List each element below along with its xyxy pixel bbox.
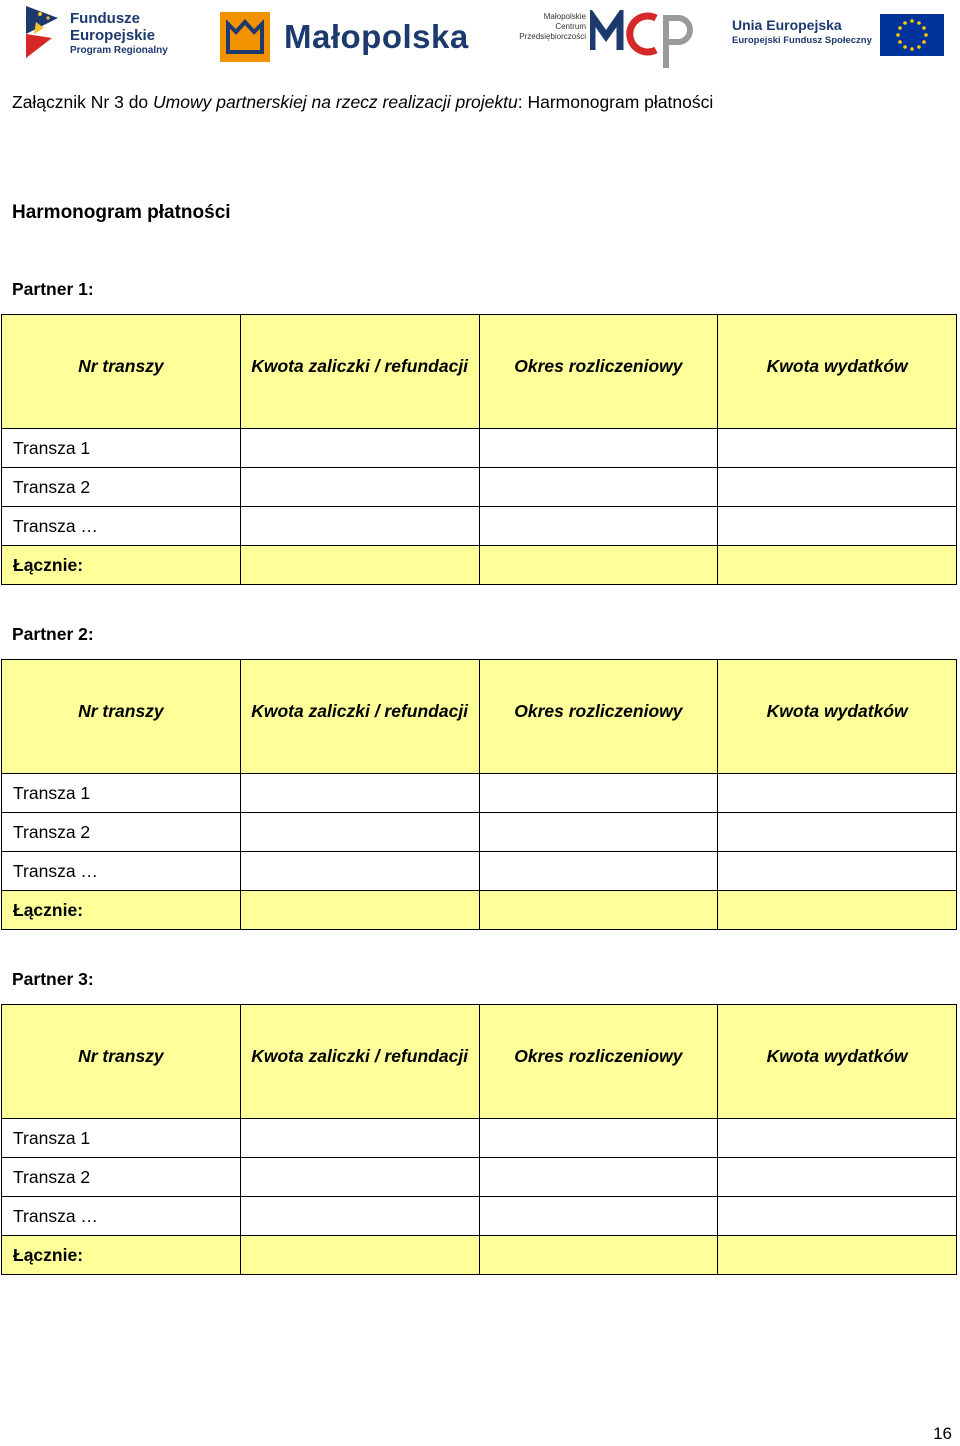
table-total-row [2, 891, 957, 930]
partner-3-label: Partner 3: [12, 969, 94, 989]
cell-okres[interactable] [479, 507, 718, 546]
cell-okres-total[interactable] [479, 891, 718, 930]
fe-line1: Fundusze [70, 10, 140, 27]
col-header-okres: Okres rozliczeniowy [479, 1005, 718, 1119]
cell-okres[interactable] [479, 774, 718, 813]
cell-okres[interactable] [479, 1158, 718, 1197]
table-total-row [2, 546, 957, 585]
mcp-line1: Małopolskie [543, 12, 586, 21]
cell-okres-total[interactable] [479, 546, 718, 585]
cell-wydatki[interactable] [718, 468, 957, 507]
fe-logo-text [70, 10, 168, 58]
col-header-kwota-zaliczki: Kwota zaliczki / refundacji [240, 1005, 479, 1119]
cell-wydatki-total[interactable] [718, 891, 957, 930]
annex-agreement: Umowy partnerskiej na rzecz realizacji projektu [153, 92, 518, 112]
cell-okres-total[interactable] [479, 1236, 718, 1275]
col-header-okres: Okres rozliczeniowy [479, 315, 718, 429]
mcp-logo [512, 10, 692, 70]
total-label: Łącznie: [2, 546, 241, 585]
partner-1-table [1, 314, 957, 585]
fundusze-europejskie-logo [22, 4, 172, 60]
cell-wydatki[interactable] [718, 507, 957, 546]
table-row [2, 507, 957, 546]
table-row [2, 429, 957, 468]
row-label: Transza … [2, 852, 241, 891]
partner-1-label: Partner 1: [12, 279, 94, 299]
partner-3-table [1, 1004, 957, 1275]
cell-kwota-total[interactable] [240, 891, 479, 930]
cell-kwota[interactable] [240, 468, 479, 507]
cell-wydatki[interactable] [718, 852, 957, 891]
fe-line3: Program Regionalny [70, 45, 168, 56]
col-header-nr-transzy: Nr transzy [2, 660, 241, 774]
cell-wydatki[interactable] [718, 813, 957, 852]
annex-prefix: Załącznik Nr 3 do [12, 92, 154, 112]
row-label: Transza 1 [2, 1119, 241, 1158]
col-header-okres: Okres rozliczeniowy [479, 660, 718, 774]
cell-kwota[interactable] [240, 774, 479, 813]
cell-okres[interactable] [479, 852, 718, 891]
cell-wydatki[interactable] [718, 429, 957, 468]
malopolska-wordmark: Małopolska [284, 18, 469, 55]
table-header-row [2, 315, 957, 429]
cell-kwota[interactable] [240, 813, 479, 852]
cell-kwota[interactable] [240, 1197, 479, 1236]
col-header-kwota-zaliczki: Kwota zaliczki / refundacji [240, 315, 479, 429]
cell-kwota[interactable] [240, 1119, 479, 1158]
table-total-row [2, 1236, 957, 1275]
table-row [2, 1197, 957, 1236]
cell-kwota[interactable] [240, 429, 479, 468]
logo-strip [0, 0, 960, 80]
table-row [2, 774, 957, 813]
cell-wydatki-total[interactable] [718, 1236, 957, 1275]
table-header-row [2, 1005, 957, 1119]
table-header-row [2, 660, 957, 774]
ue-line1: Unia Europejska [732, 17, 842, 33]
table-row [2, 468, 957, 507]
cell-okres[interactable] [479, 813, 718, 852]
row-label: Transza 2 [2, 468, 241, 507]
table-row [2, 1119, 957, 1158]
cell-kwota-total[interactable] [240, 546, 479, 585]
ue-logo-text [732, 16, 872, 48]
total-label: Łącznie: [2, 1236, 241, 1275]
ue-line2: Europejski Fundusz Społeczny [732, 35, 872, 46]
cell-okres[interactable] [479, 1197, 718, 1236]
cell-wydatki-total[interactable] [718, 546, 957, 585]
partner-2-table [1, 659, 957, 930]
col-header-nr-transzy: Nr transzy [2, 1005, 241, 1119]
row-label: Transza 2 [2, 1158, 241, 1197]
cell-wydatki[interactable] [718, 1197, 957, 1236]
col-header-kwota-wydatkow: Kwota wydatków [718, 660, 957, 774]
cell-wydatki[interactable] [718, 1119, 957, 1158]
cell-kwota[interactable] [240, 507, 479, 546]
mcp-logo-text [512, 12, 586, 42]
malopolska-logo [220, 12, 470, 64]
table-row [2, 813, 957, 852]
eu-flag-icon [880, 14, 944, 56]
partner-2-label: Partner 2: [12, 624, 94, 644]
cell-wydatki[interactable] [718, 1158, 957, 1197]
row-label: Transza 1 [2, 774, 241, 813]
row-label: Transza … [2, 507, 241, 546]
cell-okres[interactable] [479, 429, 718, 468]
page-number: 16 [933, 1424, 952, 1443]
annex-heading [12, 92, 713, 113]
cell-okres[interactable] [479, 468, 718, 507]
row-label: Transza 1 [2, 429, 241, 468]
cell-kwota[interactable] [240, 1158, 479, 1197]
col-header-kwota-zaliczki: Kwota zaliczki / refundacji [240, 660, 479, 774]
mcp-letters-icon [590, 10, 694, 70]
mcp-line3: Przedsiębiorczości [519, 32, 586, 41]
col-header-kwota-wydatkow: Kwota wydatków [718, 315, 957, 429]
cell-okres[interactable] [479, 1119, 718, 1158]
col-header-kwota-wydatkow: Kwota wydatków [718, 1005, 957, 1119]
total-label: Łącznie: [2, 891, 241, 930]
cell-wydatki[interactable] [718, 774, 957, 813]
row-label: Transza … [2, 1197, 241, 1236]
fe-line2: Europejskie [70, 27, 156, 44]
row-label: Transza 2 [2, 813, 241, 852]
mcp-line2: Centrum [555, 22, 586, 31]
table-row [2, 852, 957, 891]
cell-kwota-total[interactable] [240, 1236, 479, 1275]
annex-suffix: : Harmonogram płatności [517, 92, 714, 112]
document-title: Harmonogram płatności [12, 202, 231, 223]
col-header-nr-transzy: Nr transzy [2, 315, 241, 429]
malopolska-crown-icon [220, 12, 270, 62]
table-row [2, 1158, 957, 1197]
unia-europejska-logo [732, 14, 946, 58]
fe-flag-icon [22, 4, 62, 60]
cell-kwota[interactable] [240, 852, 479, 891]
